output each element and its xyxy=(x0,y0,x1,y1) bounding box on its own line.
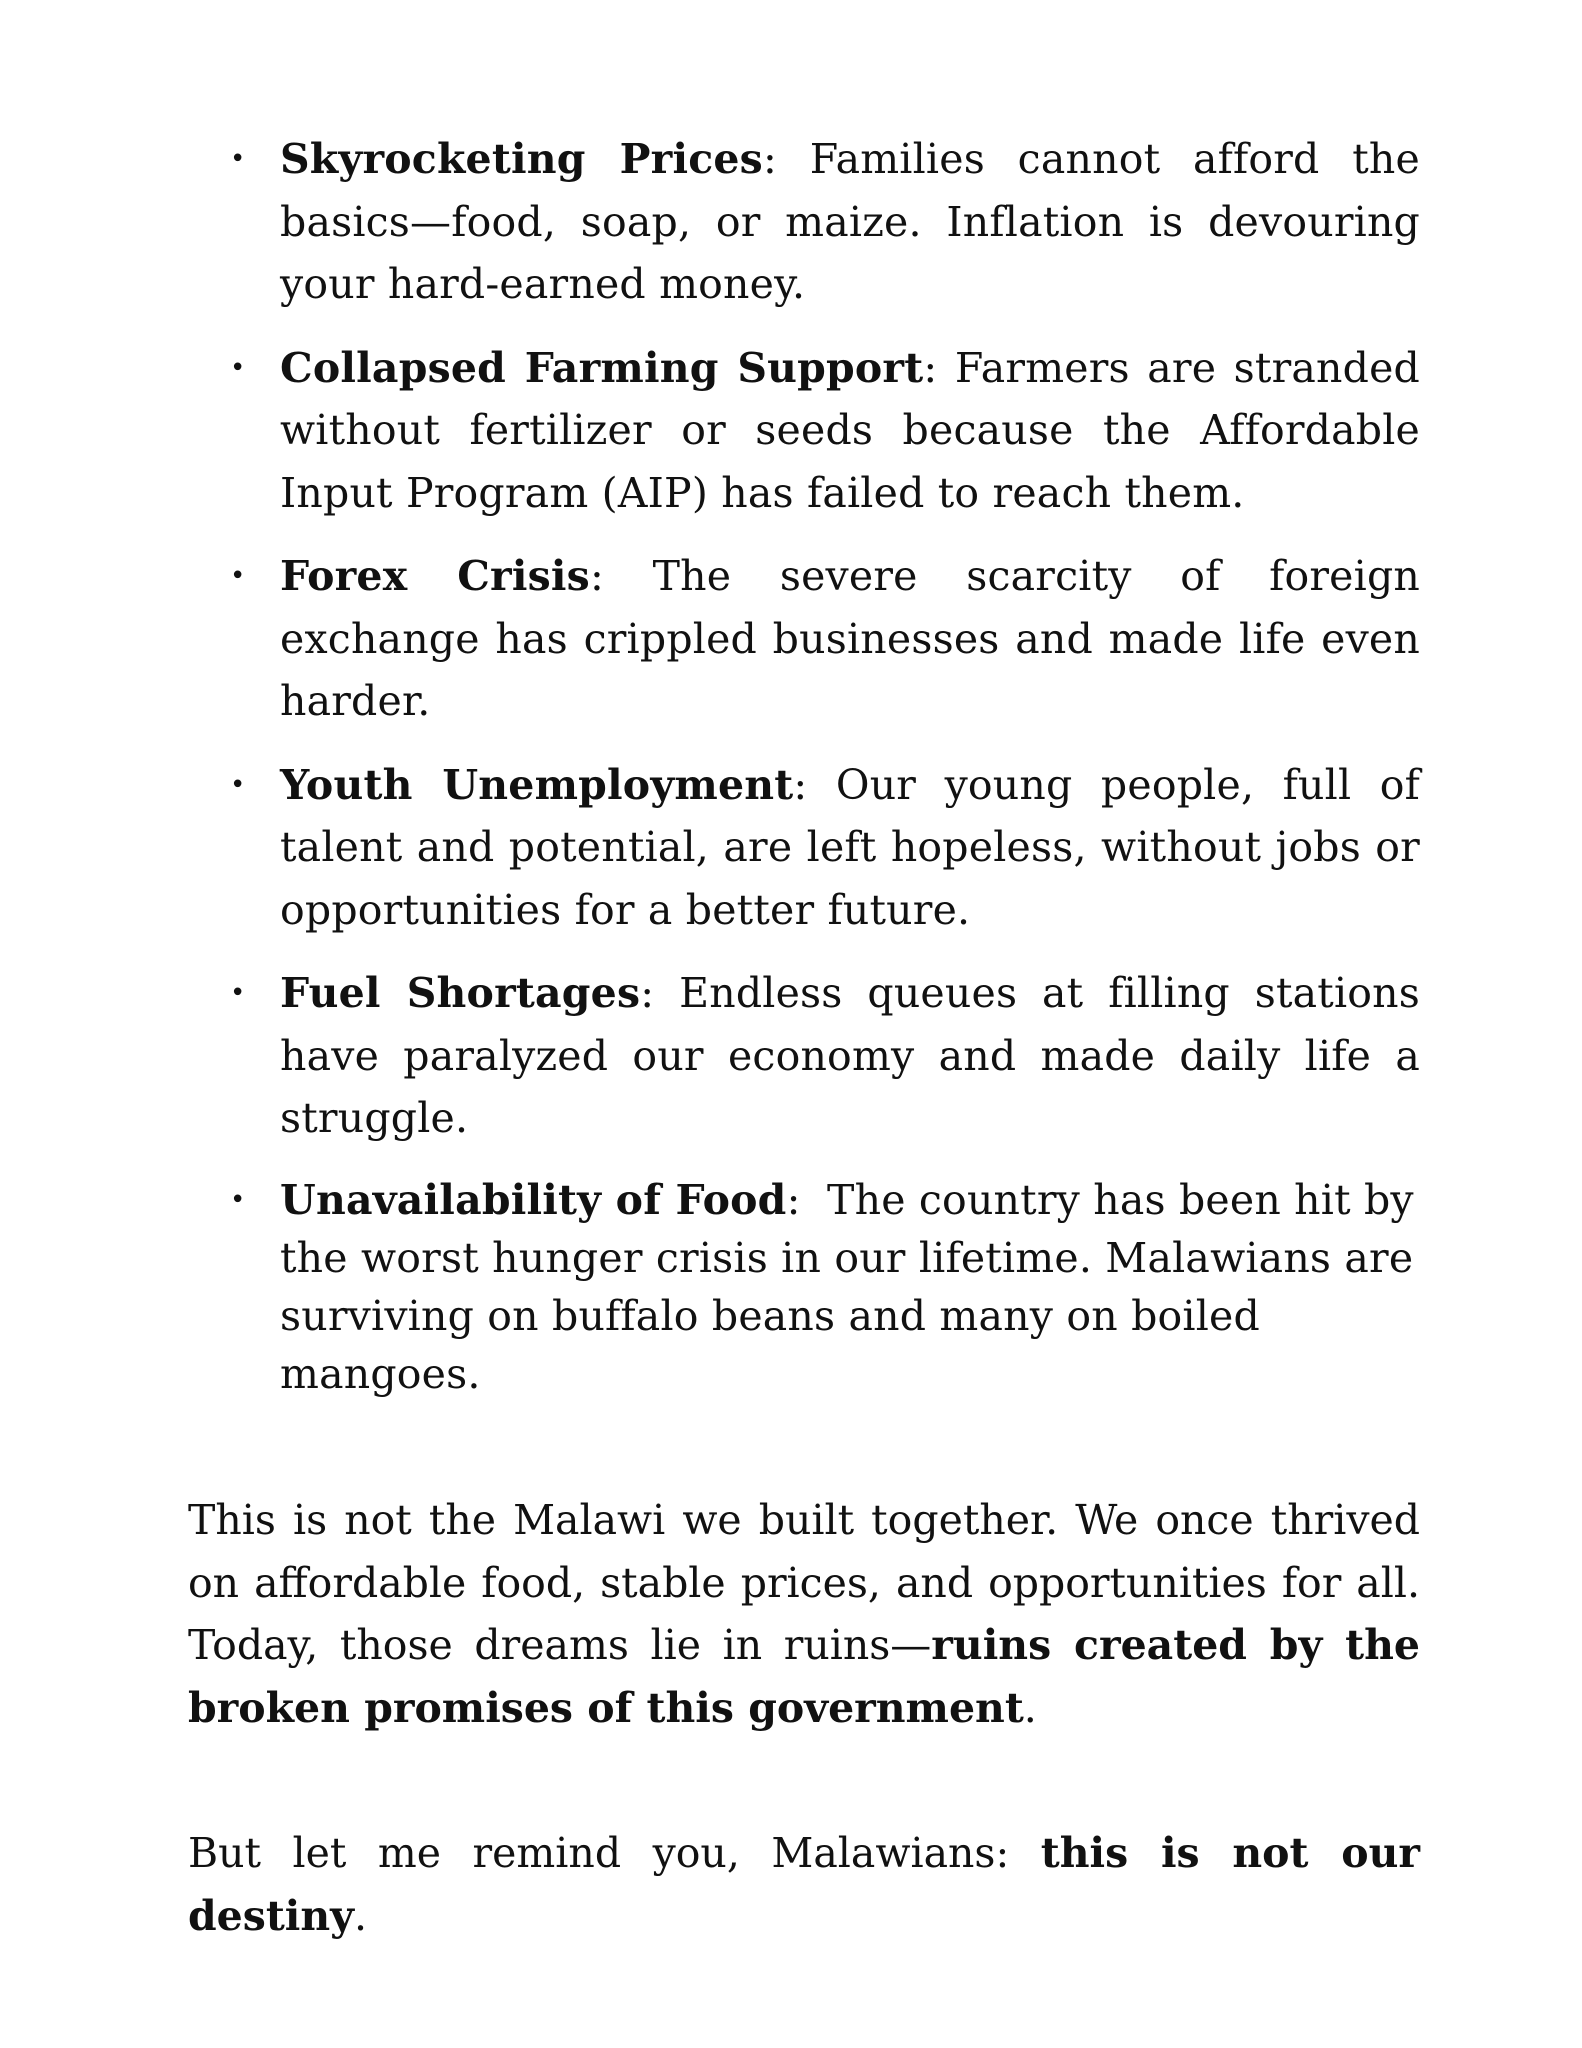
issue-title: Youth Unemployment xyxy=(280,760,794,809)
bullet-icon xyxy=(230,754,246,817)
list-item-skyrocketing-prices xyxy=(188,128,1420,316)
issue-title: Unavailability of Food xyxy=(280,1175,787,1224)
bullet-icon xyxy=(230,962,246,1025)
issue-title: Collapsed Farming Support xyxy=(280,343,924,392)
paragraph-end: . xyxy=(353,1891,368,1940)
issue-text: Our young people, full of talent and potential, are left hopeless, without jobs or opportunities for a better future. xyxy=(280,760,1420,934)
bullet-icon xyxy=(230,128,246,191)
issue-separator: : xyxy=(793,760,808,809)
paragraph-destiny xyxy=(188,1822,1420,1947)
issue-title: Skyrocketing Prices xyxy=(280,135,763,183)
list-item-collapsed-farming-support xyxy=(188,337,1420,525)
list-item-fuel-shortages xyxy=(188,962,1420,1150)
issue-text: The severe scarcity of foreign exchange has crippled businesses and made life even harder. xyxy=(280,552,1421,725)
paragraph-emphasis: ruins created by the broken promises of this government xyxy=(188,1621,1420,1732)
issue-text: Endless queues at filling stations have paralyzed our economy and made daily life a struggle. xyxy=(280,969,1420,1142)
issue-separator: : xyxy=(589,552,604,600)
issue-text: Farmers are stranded without fertilizer or seeds because the Affordable Input Program (AIP) has failed to reach them. xyxy=(280,343,1420,517)
paragraph-emphasis: this is not our destiny xyxy=(188,1829,1420,1940)
issue-title: Fuel Shortages xyxy=(280,969,641,1017)
issues-list xyxy=(188,128,1428,1424)
paragraph-built-together xyxy=(188,1489,1420,1739)
issue-text: Families cannot afford the basics—food, soap, or maize. Inflation is devouring your hard-earned money. xyxy=(280,135,1420,308)
list-item-unavailability-of-food xyxy=(188,1171,1428,1403)
issue-separator: : xyxy=(786,1175,801,1224)
bullet-icon xyxy=(230,337,246,400)
bullet-icon xyxy=(230,545,246,608)
issue-text: The country has been hit by the worst hunger crisis in our lifetime. Malawians are surviving on buffalo beans and many on boiled mangoes. xyxy=(280,1175,1428,1398)
paragraph-text: But let me remind you, Malawians: xyxy=(188,1829,1041,1877)
issue-separator: : xyxy=(762,135,777,183)
list-item-forex-crisis xyxy=(188,545,1420,733)
bullet-icon xyxy=(230,1171,246,1229)
issue-separator: : xyxy=(640,969,655,1017)
issue-separator: : xyxy=(923,343,938,392)
issue-title: Forex Crisis xyxy=(280,552,590,600)
paragraph-end: . xyxy=(1023,1683,1037,1732)
list-item-youth-unemployment xyxy=(188,754,1420,942)
paragraph-text: This is not the Malawi we built together. We once thrived on affordable food, stable prices, and opportunities for all. Today, those dreams lie in ruins— xyxy=(188,1496,1420,1669)
